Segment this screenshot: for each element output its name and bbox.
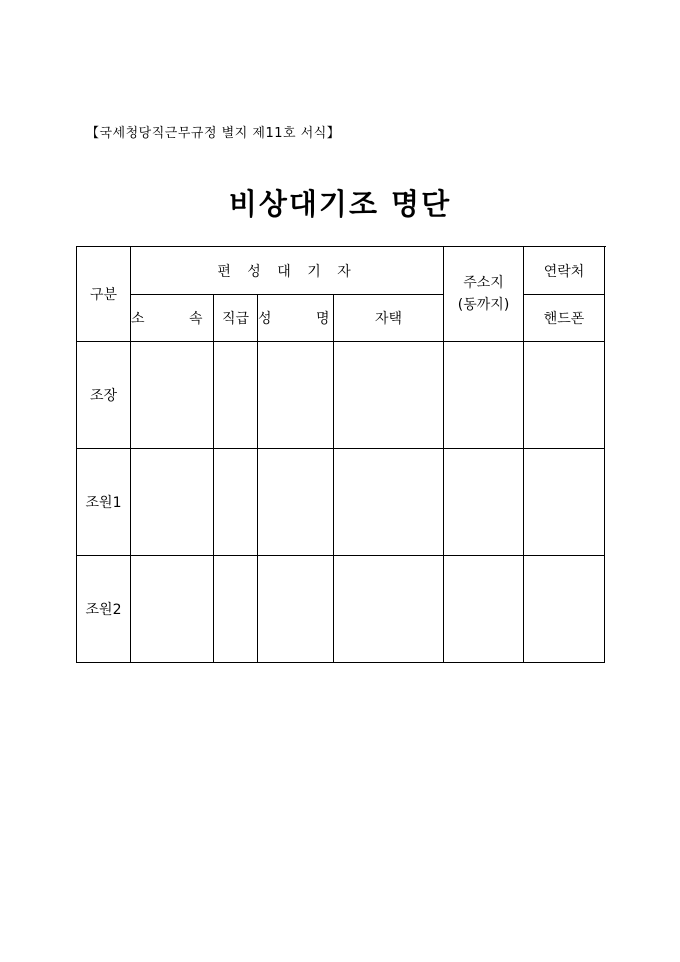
header-standby-personnel: 편 성 대 기 자 [131, 247, 444, 295]
address-cell[interactable] [334, 449, 444, 556]
name-cell[interactable] [258, 556, 334, 663]
header-home-phone: 자택 [334, 295, 444, 342]
home-phone-cell[interactable] [444, 556, 524, 663]
header-row-2 [77, 295, 605, 342]
table-row [77, 556, 605, 663]
rank-cell[interactable] [214, 556, 258, 663]
address-cell[interactable] [334, 556, 444, 663]
header-name: 성 명 [258, 295, 334, 342]
emergency-standby-roster-table [76, 246, 605, 663]
affiliation-cell[interactable] [131, 556, 214, 663]
rank-cell[interactable] [214, 449, 258, 556]
name-cell[interactable] [258, 449, 334, 556]
table-row [77, 449, 605, 556]
header-mobile: 핸드폰 [524, 295, 605, 342]
affiliation-cell[interactable] [131, 342, 214, 449]
header-address-line1: 주소지 [463, 275, 504, 291]
form-reference: 【국세청당직근무규정 별지 제11호 서식】 [86, 126, 341, 141]
mobile-cell[interactable] [524, 449, 605, 556]
row-label: 조장 [77, 342, 131, 449]
home-phone-cell[interactable] [444, 342, 524, 449]
mobile-cell[interactable] [524, 556, 605, 663]
header-row-1 [77, 247, 605, 295]
row-label: 조원2 [77, 556, 131, 663]
header-category: 구분 [77, 247, 131, 342]
name-cell[interactable] [258, 342, 334, 449]
table-row [77, 342, 605, 449]
address-cell[interactable] [334, 342, 444, 449]
row-label: 조원1 [77, 449, 131, 556]
mobile-cell[interactable] [524, 342, 605, 449]
header-address-line2: (동까지) [457, 297, 510, 313]
header-address [444, 247, 524, 342]
rank-cell[interactable] [214, 342, 258, 449]
header-affiliation: 소 속 [131, 295, 214, 342]
header-contact: 연락처 [524, 247, 605, 295]
home-phone-cell[interactable] [444, 449, 524, 556]
header-rank: 직급 [214, 295, 258, 342]
affiliation-cell[interactable] [131, 449, 214, 556]
document-title: 비상대기조 명단 [228, 187, 452, 221]
